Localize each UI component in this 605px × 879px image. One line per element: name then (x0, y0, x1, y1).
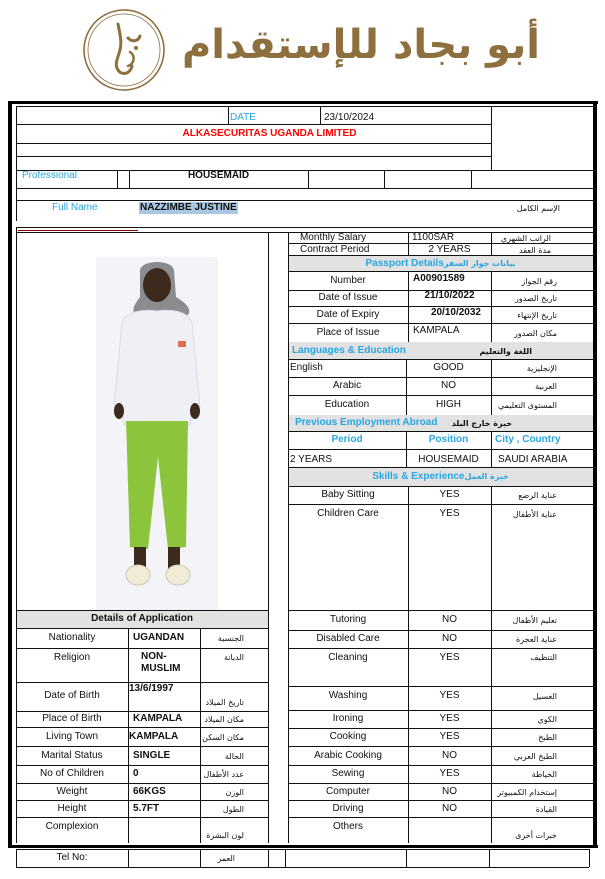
application-value: NON- MUSLIM (141, 651, 181, 674)
skill-label: Others (332, 821, 363, 832)
contract-value: 2 YEARS (428, 244, 471, 255)
skill-value: NO (442, 750, 457, 761)
application-label: Weight (56, 786, 88, 797)
passport-title (288, 258, 593, 270)
row-divider (288, 817, 593, 818)
skill-label-ar: الخياطة (531, 770, 557, 779)
skill-value: YES (439, 489, 460, 500)
profession-label: Professional (22, 170, 78, 181)
passport-label: Date of Issue (318, 292, 378, 303)
skill-label-ar: الكوي (537, 715, 557, 724)
application-value: SINGLE (133, 750, 171, 761)
passport-label-ar: تاريخ الصدور (515, 294, 557, 303)
language-label-ar: الإنجليزية (526, 364, 557, 373)
skills-title-en: Skills & Experience (372, 471, 465, 482)
passport-label: Date of Expiry (316, 309, 380, 320)
skill-label: Computer (326, 786, 370, 797)
skill-label: Disabled Care (316, 633, 380, 644)
skill-label: Arabic Cooking (314, 750, 382, 761)
contract-label: Contract Period (300, 244, 370, 255)
language-value: GOOD (433, 362, 464, 373)
application-label: Marital Status (41, 750, 103, 761)
calligraphy-emblem-icon (80, 8, 170, 92)
frame-bottom (8, 845, 598, 848)
application-value: KAMPALA (133, 713, 183, 724)
skill-label-ar: الغسيل (532, 692, 557, 701)
passport-value: 21/10/2022 (424, 290, 475, 301)
skill-label: Sewing (331, 768, 365, 779)
application-label: Religion (53, 652, 91, 663)
application-label-ar: عدد الأطفال (203, 770, 244, 779)
skill-value: YES (439, 731, 460, 742)
passport-label-ar: مكان الصدور (513, 329, 557, 338)
row-divider (16, 727, 268, 728)
skill-label-ar: إستخدام الكمبيوتر (497, 788, 557, 797)
skill-label: Cooking (329, 731, 367, 742)
employment-position: HOUSEMAID (418, 454, 479, 465)
application-value: KAMPALA (129, 731, 179, 742)
skill-label-ar: القيادة (535, 805, 557, 814)
agency-name: ALKASECURITAS UGANDA LIMITED (182, 128, 357, 139)
row-divider (16, 765, 268, 766)
row-divider (288, 765, 593, 766)
cell-divider (491, 271, 492, 290)
application-value: 5.7FT (133, 803, 160, 814)
application-value: 66KGS (133, 786, 166, 797)
application-label: Place of Birth (42, 713, 102, 724)
age-label-ar: العمر (217, 854, 235, 863)
skill-label: Ironing (332, 713, 364, 724)
cell-divider (491, 395, 492, 415)
employment-col-position: Position (428, 434, 469, 445)
row-divider (288, 686, 593, 687)
skill-label-ar: تعليم الأطفال (512, 616, 557, 625)
date-value: 23/10/2024 (324, 112, 375, 123)
skill-label-ar: عناية الأطفال (512, 510, 557, 519)
skill-value: NO (442, 786, 457, 797)
row-divider (288, 800, 593, 801)
passport-label: Place of Issue (316, 327, 380, 338)
application-label-ar: مكان الميلاد (204, 715, 244, 724)
profession-value: HOUSEMAID (187, 170, 250, 181)
skill-value: NO (442, 803, 457, 814)
row-divider (16, 746, 268, 747)
cell-divider (491, 377, 492, 395)
cell-divider (491, 323, 492, 342)
frame-top (8, 101, 598, 104)
skill-label-ar: التنظيف (530, 653, 557, 662)
skill-label: Children Care (317, 508, 379, 519)
row-divider (288, 377, 593, 378)
row-divider (288, 630, 593, 631)
row-divider (16, 783, 268, 784)
application-label: Nationality (48, 632, 96, 643)
date-label: DATE (230, 112, 256, 123)
employment-col-location: City , Country (495, 434, 561, 445)
cell-divider (491, 306, 492, 323)
application-label-ar: الطول (222, 805, 244, 814)
contract-label: Monthly Salary (300, 232, 367, 243)
applicant-photo (96, 257, 218, 610)
application-label-ar: الجنسية (217, 634, 244, 643)
passport-label-ar: رقم الجواز (521, 277, 557, 286)
row-divider (16, 800, 268, 801)
passport-label: Number (330, 275, 366, 286)
languages-title-ar: اللغة والتعليم (479, 347, 532, 356)
row-divider (288, 728, 593, 729)
row-divider (288, 395, 593, 396)
frame-left (8, 101, 12, 848)
language-label-ar: المستوى التعليمي (497, 401, 557, 410)
passport-title-en: Passport Details (365, 258, 444, 269)
skill-value: NO (442, 614, 457, 625)
skill-label: Tutoring (329, 614, 367, 625)
employment-col-period: Period (331, 434, 363, 445)
row-divider (16, 648, 268, 649)
language-label: Education (324, 399, 370, 410)
passport-value: 20/10/2032 (430, 307, 481, 318)
skill-label-ar: عناية العجزة (516, 635, 557, 644)
application-label-ar: الحالة (225, 752, 244, 761)
cell-divider (408, 323, 409, 342)
application-label-ar: الديانة (223, 653, 244, 662)
skill-label-ar: الطبخ (538, 733, 557, 742)
application-label-ar: مكان السكن (202, 733, 244, 742)
skills-title-ar: خبرة العمل (464, 472, 509, 481)
passport-title-ar: بيانات جواز السفر (443, 259, 516, 268)
skill-label-ar: خبرات أخرى (515, 831, 557, 840)
full-name-label-ar: الإسم الكامل (516, 204, 560, 213)
tel-label: Tel No: (56, 852, 88, 863)
row-divider (16, 711, 268, 712)
row-divider (288, 610, 593, 611)
application-title: Details of Application (91, 613, 193, 624)
skill-value: YES (439, 713, 460, 724)
cell-divider (491, 359, 492, 377)
passport-label-ar: تاريخ الإنتهاء (517, 311, 557, 320)
logo (80, 8, 540, 92)
application-label-ar: لون البشرة (206, 831, 244, 840)
languages-title: Languages & Education (292, 345, 406, 356)
application-value: UGANDAN (133, 632, 185, 643)
row-divider (288, 746, 593, 747)
passport-value: KAMPALA (413, 325, 460, 336)
language-label: Arabic (332, 380, 362, 391)
employment-period: 2 YEARS (290, 454, 333, 465)
language-value: NO (441, 380, 456, 391)
application-value: 13/6/1997 (129, 683, 174, 694)
contract-label-ar: الراتب الشهري (500, 234, 551, 243)
cell-divider (408, 271, 409, 290)
skill-label-ar: الطبخ العربي (513, 752, 557, 761)
skill-label-ar: عناية الرضع (518, 491, 557, 500)
skill-value: YES (439, 508, 460, 519)
row-divider (288, 710, 593, 711)
cell-divider (491, 290, 492, 306)
passport-value: A00901589 (413, 273, 465, 284)
application-label-ar: تاريخ الميلاد (205, 698, 244, 707)
application-label: Height (57, 803, 87, 814)
frame-right (593, 101, 597, 848)
row-divider (288, 648, 593, 649)
contract-value: 1100SAR (412, 232, 455, 243)
full-name-value: NAZZIMBE JUSTINE (140, 202, 237, 213)
row-divider (288, 783, 593, 784)
skill-value: YES (439, 768, 460, 779)
language-label: English (290, 362, 323, 373)
employment-title-ar: خبرة خارج البلد (451, 419, 512, 428)
language-label-ar: العربية (535, 382, 557, 391)
language-value: HIGH (436, 399, 461, 410)
skill-label: Driving (332, 803, 364, 814)
skill-value: YES (439, 652, 460, 663)
application-label: Living Town (45, 731, 99, 742)
employment-title: Previous Employment Abroad (295, 417, 438, 428)
red-accent-line (18, 230, 138, 231)
application-value: 0 (133, 768, 139, 779)
skills-title (288, 471, 593, 483)
full-name-label: Full Name (52, 202, 98, 213)
application-label: Date of Birth (44, 690, 100, 701)
row-divider (288, 323, 593, 324)
row-divider (288, 504, 593, 505)
skill-value: NO (442, 633, 457, 644)
brand-name: أبو بجاد للإستقدام (181, 22, 540, 68)
application-label: No of Children (40, 768, 104, 779)
skill-value: YES (439, 690, 460, 701)
contract-label-ar: مدة العقد (519, 246, 551, 255)
employment-location: SAUDI ARABIA (498, 454, 568, 465)
row-divider (16, 817, 268, 818)
skill-label: Washing (328, 690, 368, 701)
application-label: Complexion (45, 821, 99, 832)
application-label-ar: الوزن (225, 788, 244, 797)
skill-label: Baby Sitting (321, 489, 375, 500)
skill-label: Cleaning (328, 652, 368, 663)
